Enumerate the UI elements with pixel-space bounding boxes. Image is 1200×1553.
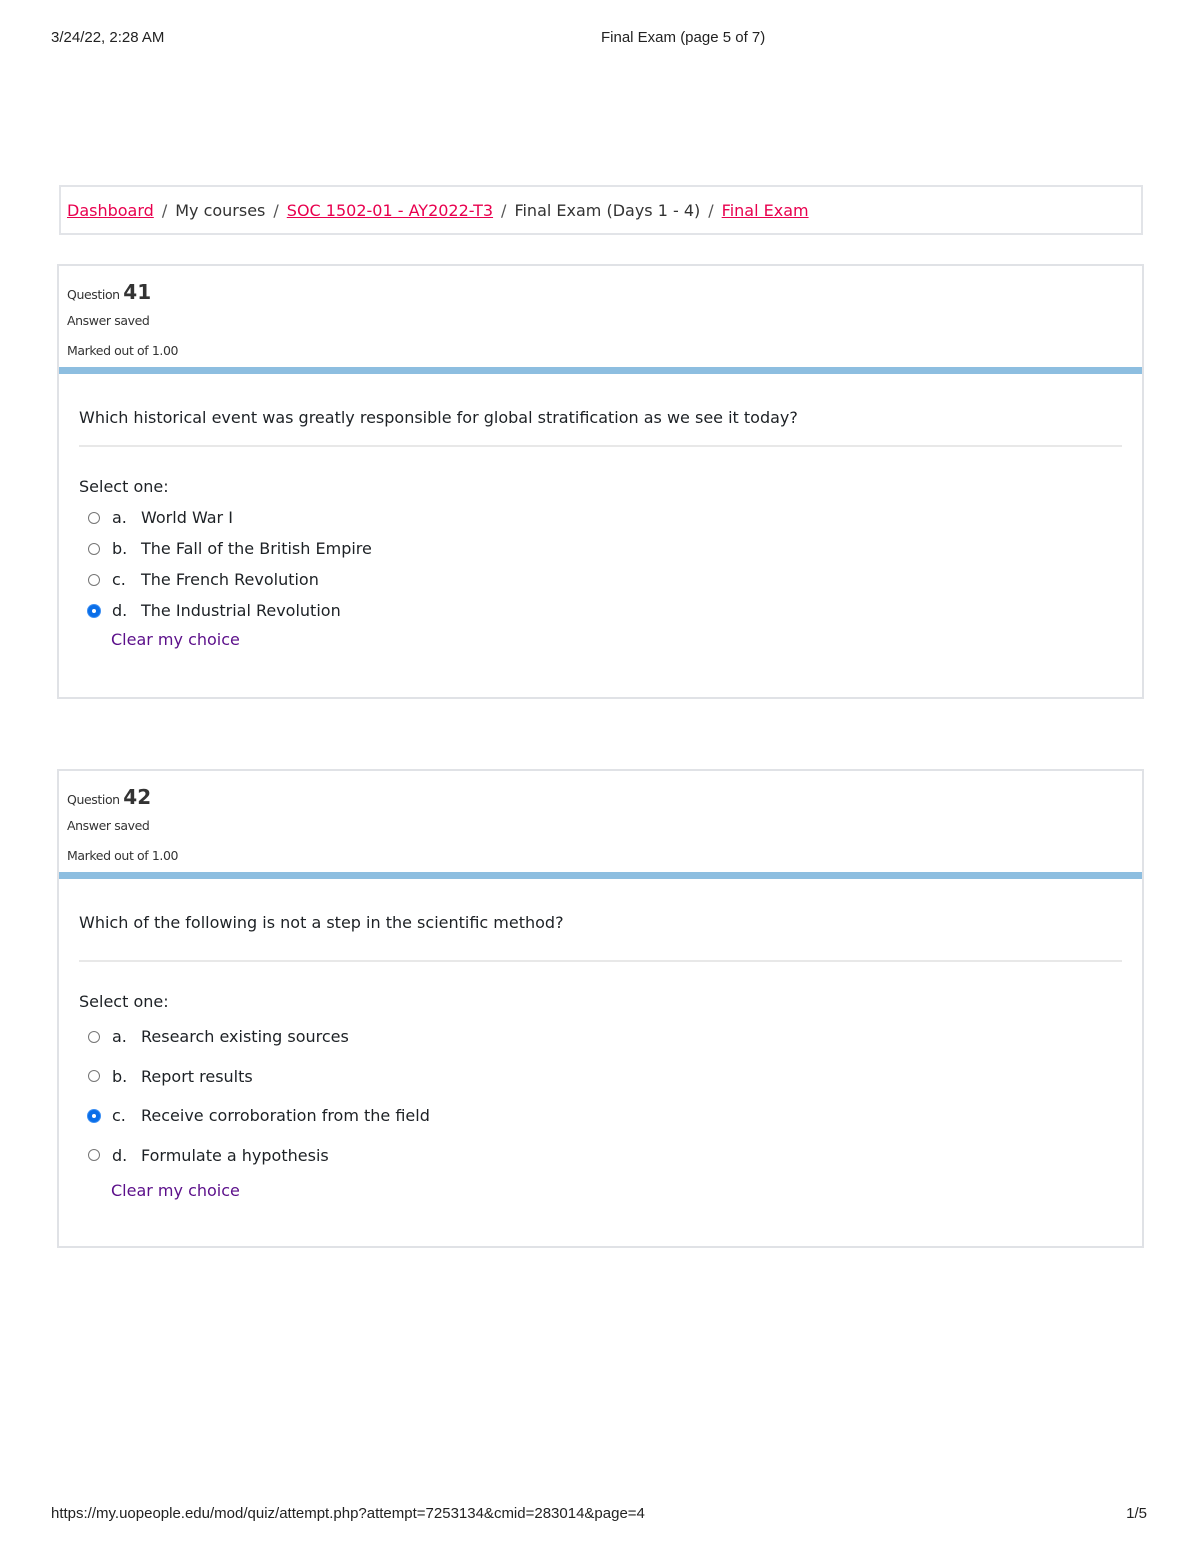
question-card-42	[57, 769, 1144, 1248]
radio-button[interactable]	[88, 1149, 100, 1161]
answer-text: Report results	[141, 1066, 253, 1086]
answer-letter: b.	[112, 539, 128, 558]
answer-option-a[interactable]	[79, 1017, 1122, 1057]
select-one-prompt: Select one:	[79, 992, 169, 1011]
radio-button[interactable]	[88, 1031, 100, 1043]
question-info	[59, 771, 1142, 872]
answer-list	[79, 502, 1122, 626]
question-number: 42	[123, 785, 152, 809]
breadcrumb-separator: /	[161, 200, 168, 220]
breadcrumb-course-link[interactable]: SOC 1502-01 - AY2022-T3	[286, 200, 494, 220]
answer-text: World War I	[141, 508, 233, 527]
answer-letter: b.	[112, 1066, 128, 1086]
breadcrumb-final-exam-link[interactable]: Final Exam	[721, 200, 809, 220]
print-header	[0, 29, 1200, 49]
answer-letter: c.	[112, 570, 126, 589]
answer-option-b[interactable]	[79, 533, 1122, 564]
radio-button[interactable]	[88, 1070, 100, 1082]
print-title: Final Exam (page 5 of 7)	[601, 29, 766, 46]
answer-text: Formulate a hypothesis	[141, 1145, 329, 1165]
radio-button-selected[interactable]	[88, 1110, 100, 1122]
breadcrumb-section: Final Exam (Days 1 - 4)	[514, 200, 701, 220]
question-divider-bar	[59, 872, 1142, 879]
answer-text: The French Revolution	[141, 570, 319, 589]
question-card-41	[57, 264, 1144, 699]
clear-my-choice-link[interactable]: Clear my choice	[111, 630, 240, 649]
question-text: Which of the following is not a step in the scientific method?	[79, 879, 1122, 962]
answer-letter: c.	[112, 1106, 126, 1126]
answer-letter: d.	[112, 1145, 128, 1165]
answer-text: The Fall of the British Empire	[141, 539, 372, 558]
question-state: Answer saved	[67, 818, 150, 833]
breadcrumb-separator: /	[273, 200, 279, 220]
question-content	[59, 879, 1142, 1200]
answer-option-c[interactable]	[79, 1096, 1122, 1136]
question-number: 41	[123, 280, 152, 304]
answer-text: The Industrial Revolution	[141, 601, 341, 620]
print-datetime: 3/24/22, 2:28 AM	[51, 29, 165, 46]
clear-my-choice-link[interactable]: Clear my choice	[111, 1181, 240, 1200]
print-footer	[0, 1505, 1200, 1525]
question-grade: Marked out of 1.00	[67, 848, 179, 863]
question-info	[59, 266, 1142, 367]
question-text: Which historical event was greatly responsible for global stratification as we see it today?	[79, 374, 1122, 447]
question-label: Question	[67, 792, 120, 807]
question-divider-bar	[59, 367, 1142, 374]
answer-letter: a.	[112, 1027, 127, 1047]
breadcrumb-my-courses: My courses	[175, 200, 266, 220]
answer-text: Receive corroboration from the field	[141, 1106, 430, 1126]
answer-option-c[interactable]	[79, 564, 1122, 595]
breadcrumb	[59, 185, 1143, 235]
answer-list	[79, 1017, 1122, 1175]
question-content	[59, 374, 1142, 649]
answer-option-d[interactable]	[79, 1136, 1122, 1176]
answer-letter: d.	[112, 601, 128, 620]
answer-letter: a.	[112, 508, 127, 527]
print-page-number: 1/5	[1126, 1505, 1147, 1522]
question-label: Question	[67, 287, 120, 302]
answer-option-b[interactable]	[79, 1057, 1122, 1097]
question-grade: Marked out of 1.00	[67, 343, 179, 358]
radio-button[interactable]	[88, 512, 100, 524]
answer-text: Research existing sources	[141, 1027, 349, 1047]
radio-button[interactable]	[88, 543, 100, 555]
breadcrumb-separator: /	[501, 200, 507, 220]
breadcrumb-separator: /	[708, 200, 714, 220]
breadcrumb-dashboard-link[interactable]: Dashboard	[67, 200, 154, 220]
question-state: Answer saved	[67, 313, 150, 328]
answer-option-d[interactable]	[79, 595, 1122, 626]
radio-button-selected[interactable]	[88, 605, 100, 617]
select-one-prompt: Select one:	[79, 477, 169, 496]
answer-option-a[interactable]	[79, 502, 1122, 533]
print-url: https://my.uopeople.edu/mod/quiz/attempt.php?attempt=7253134&cmid=283014&page=4	[51, 1505, 645, 1522]
radio-button[interactable]	[88, 574, 100, 586]
